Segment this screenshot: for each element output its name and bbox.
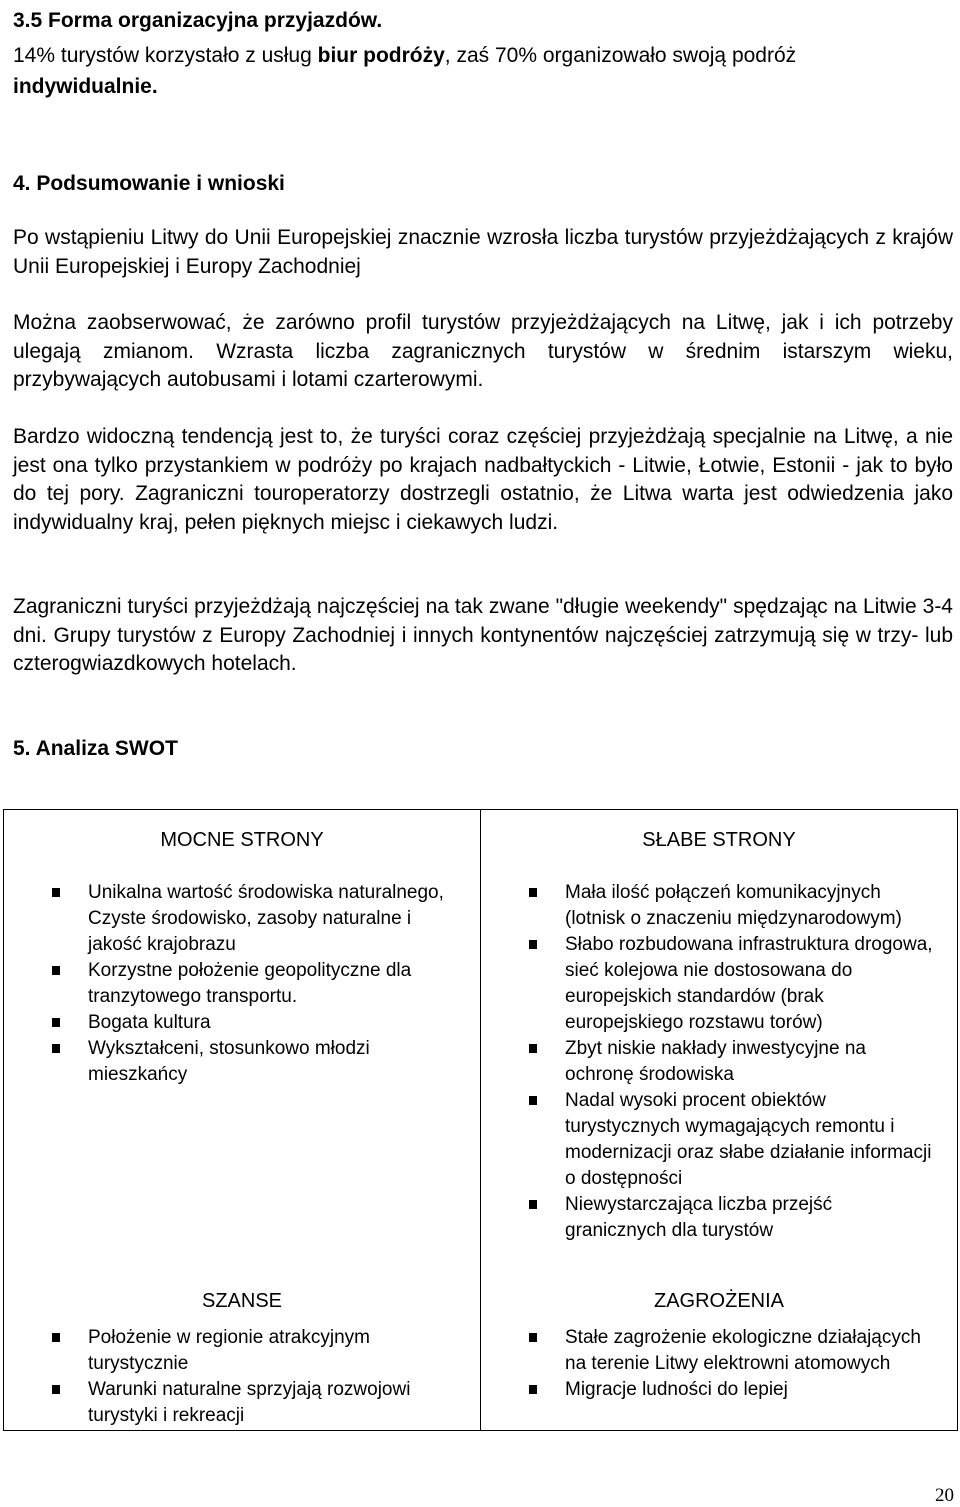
list-item: Wykształceni, stosunkowo młodzi mieszkańcy <box>4 1036 460 1088</box>
section-3-5-paragraph <box>13 40 949 102</box>
para-text: , zaś 70% organizowało swoją podróż <box>444 44 797 67</box>
section-5-heading: 5. Analiza SWOT <box>13 737 178 760</box>
list-item: Migracje ludności do lepiej <box>481 1377 937 1403</box>
section-3-5-heading: 3.5 Forma organizacyjna przyjazdów. <box>13 9 383 32</box>
swot-opportunities <box>4 1289 480 1429</box>
list-item: Położenie w regionie atrakcyjnym turystycznie <box>4 1325 460 1377</box>
threats-list <box>481 1325 957 1403</box>
section-4-paragraph-3: Bardzo widoczną tendencją jest to, że turyści coraz częściej przyjeżdżają specjalnie na Litwę, a nie jest ona tylko przystankiem w podróży po krajach nadbałtyckich - Litwie, Łotwie, Estonii - jak to było do tej pory. Zagraniczni touroperatorzy dostrzegli ostatnio, że Litwa warta jest odwiedzenia jako indywidualny kraj, pełen pięknych miejsc i ciekawych ludzi. <box>13 425 953 534</box>
weaknesses-list <box>481 880 957 1244</box>
opportunities-list <box>4 1325 480 1429</box>
section-4-heading: 4. Podsumowanie i wnioski <box>13 172 285 195</box>
para-bold-text: indywidualnie. <box>13 75 158 98</box>
threats-title: ZAGROŻENIA <box>653 1290 784 1312</box>
swot-weaknesses <box>481 828 957 1244</box>
para-bold-text: biur podróży <box>317 44 445 67</box>
section-4-paragraph-4: Zagraniczni turyści przyjeżdżają najczęściej na tak zwane "długie weekendy" spędzając na Litwie 3-4 dni. Grupy turystów z Europy Zachodniej i innych kontynentów najczęściej zatrzymują się w trzy- lub czterogwiazdkowych hotelach. <box>13 595 953 675</box>
para-text: 14% turystów korzystało z usług <box>13 44 318 67</box>
list-item: Słabo rozbudowana infrastruktura drogowa, sieć kolejowa nie dostosowana do europejskich standardów (brak europejskiego rozstawu torów) <box>481 932 937 1036</box>
section-4-paragraph-1: Po wstąpieniu Litwy do Unii Europejskiej znacznie wzrosła liczba turystów przyjeżdżających z krajów Unii Europejskiej i Europy Zachodniej <box>13 226 953 278</box>
list-item: Stałe zagrożenie ekologiczne działających na terenie Litwy elektrowni atomowych <box>481 1325 937 1377</box>
strengths-list <box>4 880 480 1088</box>
list-item: Unikalna wartość środowiska naturalnego, Czyste środowisko, zasoby naturalne i jakość krajobrazu <box>4 880 460 958</box>
list-item: Warunki naturalne sprzyjają rozwojowi turystyki i rekreacji <box>4 1377 460 1429</box>
strengths-title: MOCNE STRONY <box>160 829 324 851</box>
swot-table <box>3 809 958 1431</box>
list-item: Korzystne położenie geopolityczne dla tranzytowego transportu. <box>4 958 460 1010</box>
swot-threats <box>481 1289 957 1403</box>
list-item: Nadal wysoki procent obiektów turystycznych wymagających remontu i modernizacji oraz słabe działanie informacji o dostępności <box>481 1088 937 1192</box>
swot-strengths <box>4 828 480 1088</box>
list-item: Mała ilość połączeń komunikacyjnych (lotnisk o znaczeniu międzynarodowym) <box>481 880 937 932</box>
section-4-paragraph-2: Można zaobserwować, że zarówno profil turystów przyjeżdżających na Litwę, jak i ich potrzeby ulegają zmianom. Wzrasta liczba zagranicznych turystów w średnim istarszym wieku, przybywających autobusami i lotami czarterowymi. <box>13 311 953 391</box>
list-item: Zbyt niskie nakłady inwestycyjne na ochronę środowiska <box>481 1036 937 1088</box>
list-item: Bogata kultura <box>4 1010 460 1036</box>
weaknesses-title: SŁABE STRONY <box>642 829 796 851</box>
list-item: Niewystarczająca liczba przejść granicznych dla turystów <box>481 1192 937 1244</box>
page-number: 20 <box>935 1485 954 1506</box>
opportunities-title: SZANSE <box>201 1290 283 1312</box>
